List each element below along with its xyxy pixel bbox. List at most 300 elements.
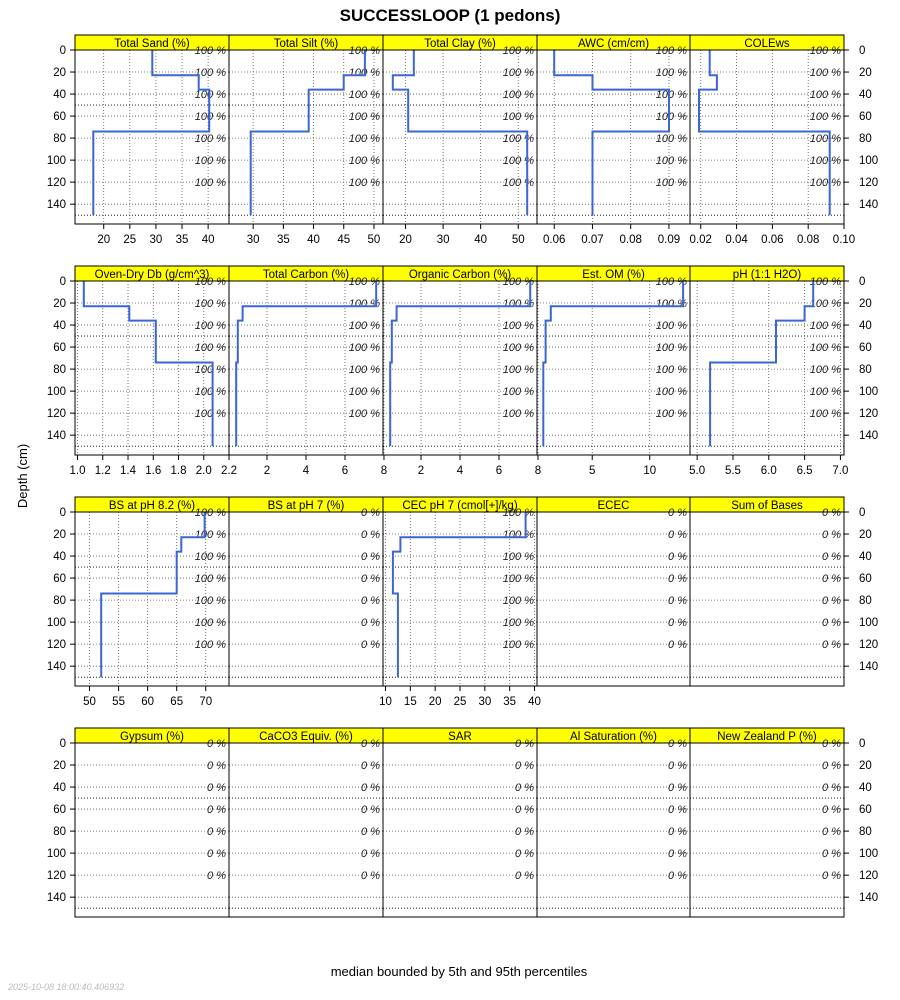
y-tick-label-left: 0	[59, 45, 66, 57]
panel-strip-label: AWC (cm/cm)	[577, 38, 650, 50]
panel-frame	[229, 743, 383, 917]
panel-strip-label: Oven-Dry Db (g/cm^3)	[94, 269, 210, 281]
percent-label: 100 %	[809, 111, 841, 124]
y-tick-label-left: 120	[46, 408, 66, 421]
percent-label: 100 %	[194, 133, 226, 146]
percent-label: 0 %	[668, 870, 687, 883]
panel-strip-label: CaCO3 Equiv. (%)	[259, 731, 353, 743]
percent-label: 100 %	[809, 364, 841, 377]
percent-label: 100 %	[502, 320, 534, 333]
panel-frame	[383, 743, 537, 917]
x-tick-label: 8	[534, 465, 542, 477]
percent-label: 100 %	[502, 595, 534, 608]
profile-line	[93, 50, 209, 215]
percent-label: 100 %	[348, 364, 380, 377]
y-tick-label-right: 80	[859, 595, 872, 608]
percent-label: 100 %	[348, 298, 380, 311]
percent-label: 100 %	[194, 551, 226, 564]
percent-label: 0 %	[515, 848, 534, 861]
percent-label: 0 %	[822, 804, 841, 817]
percent-label: 0 %	[361, 507, 380, 519]
panel-strip-label: Total Silt (%)	[273, 38, 339, 50]
percent-label: 100 %	[502, 617, 534, 630]
y-tick-label-left: 120	[46, 177, 66, 190]
x-tick-label: 8	[380, 465, 388, 477]
percent-label: 0 %	[361, 870, 380, 883]
percent-label: 0 %	[361, 551, 380, 564]
percent-label: 100 %	[809, 45, 841, 57]
x-tick-label: 10	[643, 465, 657, 477]
panel-strip-label: BS at pH 7 (%)	[267, 500, 345, 512]
x-tick-label: 2	[263, 465, 271, 477]
panel-strip-label: Total Sand (%)	[114, 38, 190, 50]
percent-label: 0 %	[361, 595, 380, 608]
profile-line	[710, 281, 813, 446]
panel-strip-label: Gypsum (%)	[120, 731, 184, 743]
x-tick-label: 6	[495, 465, 503, 477]
percent-label: 100 %	[655, 342, 687, 355]
x-tick-label: 50	[367, 234, 381, 246]
percent-label: 100 %	[348, 320, 380, 333]
percent-label: 0 %	[822, 848, 841, 861]
percent-label: 0 %	[822, 507, 841, 519]
percent-label: 100 %	[809, 342, 841, 355]
percent-label: 100 %	[655, 276, 687, 288]
panel-row-3	[47, 497, 878, 708]
y-tick-label-left: 80	[53, 364, 66, 377]
percent-label: 0 %	[207, 826, 226, 839]
percent-label: 0 %	[207, 782, 226, 795]
x-tick-label: 70	[199, 696, 213, 708]
percent-label: 100 %	[348, 342, 380, 355]
percent-label: 0 %	[361, 804, 380, 817]
panel-total-silt	[229, 35, 383, 246]
percent-label: 0 %	[668, 639, 687, 652]
percent-label: 0 %	[822, 760, 841, 773]
x-tick-label: 30	[149, 234, 163, 246]
x-tick-label: 2.2	[221, 465, 237, 477]
profile-line	[251, 50, 365, 215]
percent-label: 100 %	[502, 133, 534, 146]
x-tick-label: 30	[246, 234, 260, 246]
y-tick-label-left: 20	[53, 529, 66, 542]
y-tick-label-right: 120	[859, 408, 879, 421]
x-tick-label: 25	[123, 234, 137, 246]
percent-label: 100 %	[502, 639, 534, 652]
percent-label: 100 %	[194, 67, 226, 80]
percent-label: 100 %	[809, 320, 841, 333]
percent-label: 0 %	[207, 848, 226, 861]
percent-label: 0 %	[515, 826, 534, 839]
percent-label: 100 %	[502, 67, 534, 80]
percent-label: 100 %	[655, 298, 687, 311]
y-tick-label-left: 40	[53, 782, 66, 795]
y-tick-label-left: 120	[46, 639, 66, 652]
x-tick-label: 50	[511, 234, 525, 246]
x-tick-label: 5.0	[689, 465, 706, 477]
y-tick-label-right: 120	[859, 870, 879, 883]
panel-oven-dry-db-g-cm-3	[70, 266, 237, 477]
percent-label: 0 %	[668, 529, 687, 542]
percent-label: 100 %	[502, 111, 534, 124]
y-tick-label-right: 60	[859, 111, 872, 124]
x-tick-label: 20	[428, 696, 442, 708]
panel-row-1	[47, 35, 878, 246]
percent-label: 100 %	[348, 111, 380, 124]
y-tick-label-right: 40	[859, 320, 872, 333]
percent-label: 100 %	[502, 573, 534, 586]
x-tick-label: 1.8	[170, 465, 187, 477]
x-tick-label: 6	[341, 465, 349, 477]
panel-frame	[690, 743, 844, 917]
y-tick-label-left: 140	[46, 199, 66, 212]
y-tick-label-left: 60	[53, 804, 66, 817]
panel-strip-label: BS at pH 8.2 (%)	[108, 500, 196, 512]
percent-label: 100 %	[194, 595, 226, 608]
x-tick-label: 50	[83, 696, 96, 708]
y-tick-label-right: 60	[859, 804, 872, 817]
panel-strip-label: Total Clay (%)	[424, 38, 496, 50]
percent-label: 0 %	[822, 870, 841, 883]
x-tick-label: 0.09	[657, 234, 681, 246]
x-tick-label: 40	[474, 234, 488, 246]
panel-grid	[47, 35, 878, 917]
y-tick-label-right: 100	[859, 386, 879, 399]
y-tick-label-right: 40	[859, 782, 872, 795]
percent-label: 0 %	[668, 551, 687, 564]
y-tick-label-left: 20	[53, 67, 66, 80]
x-tick-label: 1.4	[120, 465, 137, 477]
percent-label: 100 %	[194, 386, 226, 399]
x-tick-label: 20	[399, 234, 412, 246]
percent-label: 100 %	[348, 177, 380, 190]
percent-label: 0 %	[822, 826, 841, 839]
panel-bs-at-ph-8-2	[75, 497, 229, 708]
percent-label: 0 %	[668, 848, 687, 861]
panel-strip-label: Al Saturation (%)	[570, 731, 657, 743]
y-tick-label-left: 80	[53, 826, 66, 839]
percent-label: 100 %	[655, 89, 687, 102]
profile-line	[84, 281, 213, 446]
percent-label: 100 %	[194, 573, 226, 586]
percent-label: 0 %	[361, 848, 380, 861]
y-tick-label-right: 100	[859, 848, 879, 861]
percent-label: 100 %	[194, 45, 226, 57]
panel-total-clay	[383, 35, 537, 246]
x-tick-label: 6.0	[760, 465, 777, 477]
percent-label: 100 %	[348, 155, 380, 168]
x-tick-label: 20	[97, 234, 111, 246]
percent-label: 100 %	[194, 89, 226, 102]
percent-label: 100 %	[655, 45, 687, 57]
y-axis-label: Depth (cm)	[15, 443, 30, 509]
panel-total-carbon	[229, 266, 387, 477]
x-tick-label: 5	[589, 465, 596, 477]
x-tick-label: 35	[175, 234, 189, 246]
percent-label: 0 %	[515, 804, 534, 817]
y-tick-label-left: 0	[59, 276, 66, 288]
percent-label: 0 %	[361, 760, 380, 773]
panel-strip-label: CEC pH 7 (cmol[+]/kg)	[402, 500, 518, 512]
percent-label: 100 %	[502, 408, 534, 421]
percent-label: 100 %	[194, 320, 226, 333]
percent-label: 100 %	[655, 386, 687, 399]
x-tick-label: 4	[302, 465, 310, 477]
y-tick-label-left: 100	[46, 617, 66, 630]
panel-strip-label: ECEC	[597, 500, 630, 512]
percent-label: 0 %	[515, 870, 534, 883]
percent-label: 100 %	[348, 386, 380, 399]
percent-label: 0 %	[515, 782, 534, 795]
y-tick-label-left: 20	[53, 760, 66, 773]
percent-label: 0 %	[207, 804, 226, 817]
percent-label: 100 %	[348, 408, 380, 421]
percent-label: 0 %	[668, 573, 687, 586]
y-tick-label-right: 0	[859, 507, 866, 519]
y-tick-label-right: 140	[859, 661, 879, 674]
x-tick-label: 40	[201, 234, 215, 246]
percent-label: 100 %	[502, 298, 534, 311]
panel-strip-label: Sum of Bases	[731, 500, 803, 512]
x-tick-label: 35	[503, 696, 517, 708]
percent-label: 0 %	[361, 738, 380, 750]
percent-label: 100 %	[348, 133, 380, 146]
x-tick-label: 40	[528, 696, 541, 708]
percent-label: 100 %	[655, 364, 687, 377]
percent-label: 100 %	[348, 67, 380, 80]
percent-label: 100 %	[655, 408, 687, 421]
panel-cec-ph-7-cmol-kg	[379, 497, 541, 708]
percent-label: 100 %	[502, 551, 534, 564]
percent-label: 0 %	[822, 529, 841, 542]
percent-label: 0 %	[668, 782, 687, 795]
panel-colews	[690, 35, 856, 246]
percent-label: 100 %	[194, 111, 226, 124]
panel-row-2	[47, 266, 878, 477]
y-tick-label-right: 40	[859, 89, 872, 102]
x-tick-label: 0.08	[619, 234, 642, 246]
percent-label: 100 %	[809, 386, 841, 399]
percent-label: 100 %	[194, 276, 226, 288]
percent-label: 0 %	[822, 738, 841, 750]
percent-label: 0 %	[822, 573, 841, 586]
percent-label: 0 %	[361, 826, 380, 839]
timestamp: 2025-10-08 18:00:40.406932	[8, 982, 125, 992]
y-tick-label-left: 40	[53, 320, 66, 333]
y-tick-label-right: 20	[859, 760, 872, 773]
percent-label: 100 %	[194, 639, 226, 652]
y-tick-label-left: 100	[46, 155, 66, 168]
percent-label: 100 %	[348, 276, 380, 288]
x-tick-label: 5.5	[724, 465, 741, 477]
y-tick-label-right: 100	[859, 617, 879, 630]
percent-label: 0 %	[207, 870, 226, 883]
y-tick-label-right: 140	[859, 430, 879, 443]
percent-label: 100 %	[655, 67, 687, 80]
percent-label: 0 %	[822, 782, 841, 795]
y-tick-label-left: 0	[59, 507, 66, 519]
x-tick-label: 25	[453, 696, 467, 708]
percent-label: 100 %	[194, 408, 226, 421]
y-tick-label-right: 80	[859, 133, 872, 146]
y-tick-label-right: 0	[859, 45, 866, 57]
percent-label: 100 %	[655, 320, 687, 333]
percent-label: 0 %	[668, 738, 687, 750]
percent-label: 100 %	[809, 67, 841, 80]
y-tick-label-right: 120	[859, 639, 879, 652]
percent-label: 100 %	[502, 342, 534, 355]
y-tick-label-right: 140	[859, 199, 879, 212]
x-tick-label: 4	[456, 465, 464, 477]
y-tick-label-left: 140	[46, 430, 66, 443]
y-tick-label-right: 40	[859, 551, 872, 564]
percent-label: 100 %	[809, 133, 841, 146]
panel-frame	[690, 512, 844, 686]
percent-label: 100 %	[655, 133, 687, 146]
percent-label: 0 %	[515, 738, 534, 750]
percent-label: 0 %	[361, 617, 380, 630]
y-tick-label-right: 20	[859, 529, 872, 542]
panel-sar	[383, 728, 537, 917]
x-tick-label: 15	[403, 696, 417, 708]
y-tick-label-left: 120	[46, 870, 66, 883]
profile-line	[101, 512, 204, 677]
percent-label: 0 %	[668, 826, 687, 839]
x-tick-label: 2.0	[195, 465, 212, 477]
percent-label: 100 %	[194, 507, 226, 519]
y-tick-label-right: 0	[859, 738, 866, 750]
percent-label: 100 %	[809, 408, 841, 421]
panel-strip-label: Total Carbon (%)	[262, 269, 350, 281]
panel-sum-of-bases	[690, 497, 844, 686]
percent-label: 100 %	[502, 155, 534, 168]
y-tick-label-left: 40	[53, 551, 66, 564]
y-tick-label-left: 140	[46, 892, 66, 905]
x-tick-label: 0.10	[832, 234, 856, 246]
panel-ecec	[537, 497, 690, 686]
percent-label: 100 %	[194, 342, 226, 355]
y-tick-label-left: 60	[53, 111, 66, 124]
panel-total-sand	[75, 35, 229, 246]
y-tick-label-left: 100	[46, 386, 66, 399]
y-tick-label-right: 60	[859, 573, 872, 586]
panel-gypsum	[75, 728, 229, 917]
percent-label: 100 %	[809, 298, 841, 311]
x-tick-label: 10	[379, 696, 392, 708]
percent-label: 100 %	[502, 364, 534, 377]
panel-new-zealand-p	[690, 728, 844, 917]
x-tick-label: 0.08	[796, 234, 820, 246]
percent-label: 100 %	[809, 89, 841, 102]
y-tick-label-left: 0	[59, 738, 66, 750]
panel-row-4	[47, 728, 878, 917]
percent-label: 0 %	[822, 639, 841, 652]
x-tick-label: 2	[417, 465, 425, 477]
percent-label: 0 %	[668, 617, 687, 630]
percent-label: 100 %	[502, 45, 534, 57]
y-tick-label-left: 40	[53, 89, 66, 102]
x-tick-label: 0.06	[761, 234, 784, 246]
x-tick-label: 0.02	[689, 234, 712, 246]
x-tick-label: 45	[337, 234, 351, 246]
chart-footer: median bounded by 5th and 95th percentiles	[330, 964, 588, 979]
percent-label: 0 %	[822, 551, 841, 564]
y-tick-label-right: 100	[859, 155, 879, 168]
percent-label: 0 %	[822, 617, 841, 630]
percent-label: 100 %	[502, 177, 534, 190]
percent-label: 0 %	[207, 760, 226, 773]
percent-label: 100 %	[809, 276, 841, 288]
x-tick-label: 65	[170, 696, 184, 708]
x-tick-label: 0.07	[581, 234, 604, 246]
percent-label: 100 %	[655, 177, 687, 190]
x-tick-label: 30	[436, 234, 450, 246]
percent-label: 0 %	[361, 573, 380, 586]
y-tick-label-right: 60	[859, 342, 872, 355]
percent-label: 100 %	[194, 177, 226, 190]
percent-label: 100 %	[809, 177, 841, 190]
x-tick-label: 0.04	[725, 234, 748, 246]
percent-label: 0 %	[515, 760, 534, 773]
panel-strip-label: New Zealand P (%)	[717, 731, 817, 743]
percent-label: 100 %	[348, 89, 380, 102]
panel-strip-label: Organic Carbon (%)	[408, 269, 512, 281]
percent-label: 100 %	[655, 155, 687, 168]
y-tick-label-left: 80	[53, 133, 66, 146]
percent-label: 0 %	[361, 782, 380, 795]
percent-label: 100 %	[194, 155, 226, 168]
y-tick-label-right: 20	[859, 298, 872, 311]
percent-label: 100 %	[502, 529, 534, 542]
x-tick-label: 60	[141, 696, 155, 708]
x-tick-label: 55	[112, 696, 125, 708]
panel-frame	[75, 743, 229, 917]
x-tick-label: 1.2	[94, 465, 111, 477]
y-tick-label-left: 140	[46, 661, 66, 674]
x-tick-label: 30	[478, 696, 492, 708]
y-tick-label-right: 80	[859, 826, 872, 839]
x-tick-label: 35	[276, 234, 290, 246]
x-tick-label: 40	[307, 234, 320, 246]
panel-bs-at-ph-7	[229, 497, 383, 686]
panel-organic-carbon	[380, 266, 542, 477]
panel-caco3-equiv	[229, 728, 383, 917]
y-tick-label-right: 80	[859, 364, 872, 377]
panel-strip-label: SAR	[448, 731, 472, 743]
y-tick-label-right: 0	[859, 276, 866, 288]
panel-est-om	[534, 266, 690, 477]
y-tick-label-left: 20	[53, 298, 66, 311]
percent-label: 0 %	[361, 529, 380, 542]
panel-frame	[229, 512, 383, 686]
y-tick-label-right: 20	[859, 67, 872, 80]
y-tick-label-left: 60	[53, 342, 66, 355]
percent-label: 0 %	[668, 595, 687, 608]
y-tick-label-right: 140	[859, 892, 879, 905]
percent-label: 100 %	[809, 155, 841, 168]
percent-label: 100 %	[502, 507, 534, 519]
percent-label: 0 %	[668, 760, 687, 773]
x-tick-label: 7.0	[832, 465, 849, 477]
y-tick-label-right: 120	[859, 177, 879, 190]
percent-label: 100 %	[194, 617, 226, 630]
panel-strip-label: Est. OM (%)	[582, 269, 645, 281]
x-tick-label: 1.0	[69, 465, 86, 477]
y-tick-label-left: 80	[53, 595, 66, 608]
panel-awc-cm-cm	[537, 35, 690, 246]
panel-al-saturation	[537, 728, 690, 917]
y-tick-label-left: 60	[53, 573, 66, 586]
